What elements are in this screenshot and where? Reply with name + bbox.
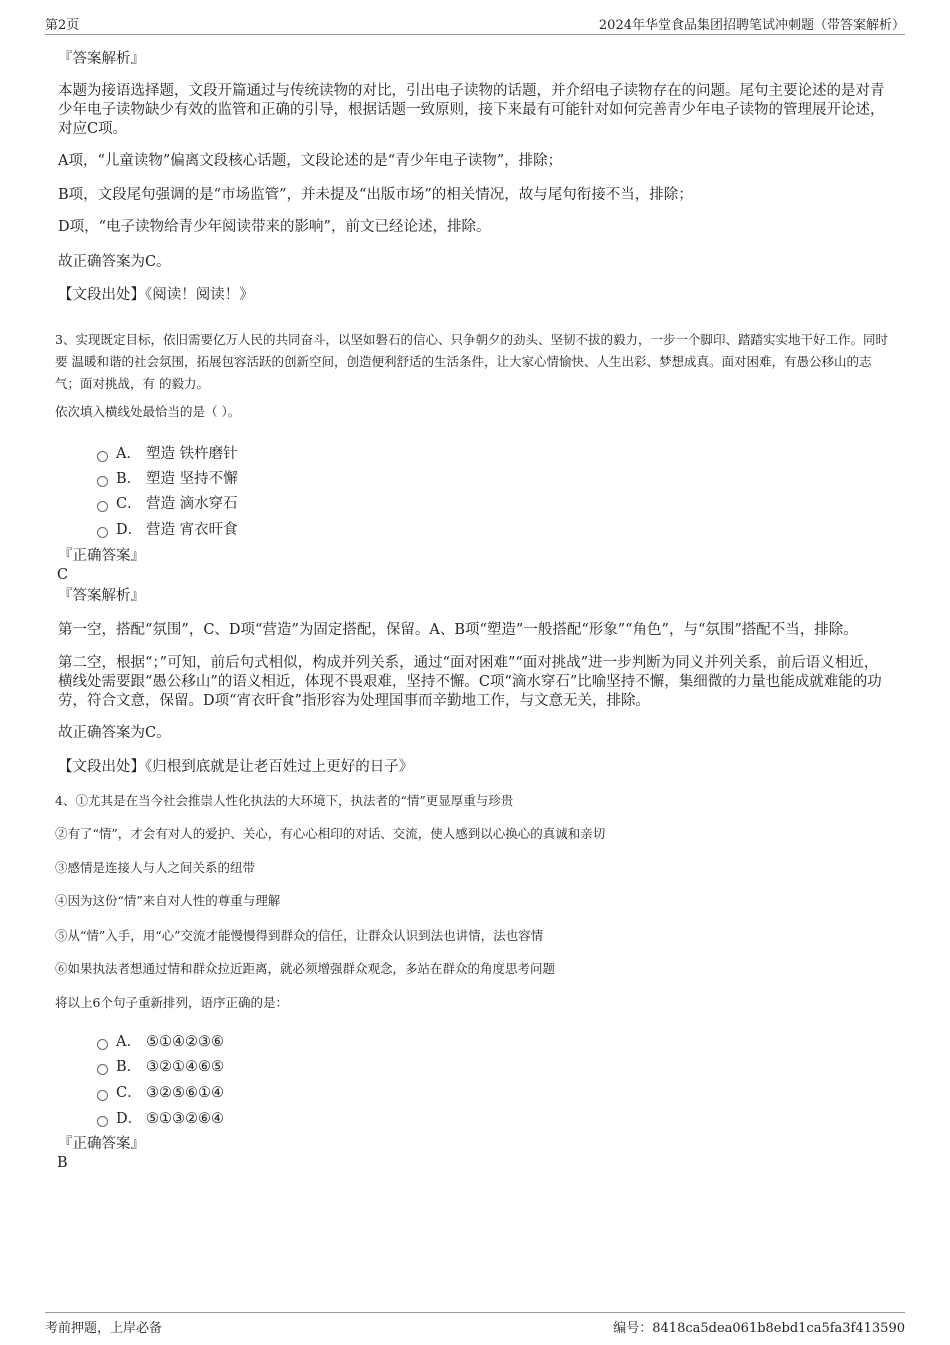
q4-option-c[interactable]: C． ③②⑤⑥①④	[97, 1081, 224, 1101]
q3-option-a[interactable]: A． 塑造 铁杵磨针	[97, 442, 238, 462]
q4-option-b[interactable]: B． ③②①④⑥⑤	[97, 1055, 224, 1075]
q3-analysis-heading: 『答案解析』	[58, 588, 145, 604]
q3-conclusion: 故正确答案为C。	[58, 725, 171, 741]
q4-sentence-2: ②有了“情”，才会有对人的爱护、关心，有心心相印的对话、交流，使人感到以心换心的真诚和亲切	[55, 826, 606, 841]
q4-sentence-3: ③感情是连接人与人之间关系的纽带	[55, 860, 256, 875]
q4-answer: B	[57, 1155, 68, 1171]
q4-option-d[interactable]: D． ⑤①③②⑥④	[97, 1107, 224, 1127]
q2-analysis-paragraph: 本题为接语选择题，文段开篇通过与传统读物的对比，引出电子读物的话题，并介绍电子读物存在的问题。尾句主要论述的是对青少年电子读物缺少有效的监管和正确的引导，根据话题一致原则，接下来最有可能针对如何完善青少年电子读物的管理展开论述，对应C项。	[58, 83, 885, 137]
q4-sentence-4: ④因为这份“情”来自对人性的尊重与理解	[55, 893, 281, 908]
q3-analysis-paragraph-1: 第一空，搭配“氛围”，C、D项“营造”为固定搭配，保留。A、B项“塑造”一般搭配“形象”“角色”，与“氛围”搭配不当，排除。	[58, 622, 858, 638]
radio-icon[interactable]	[97, 451, 108, 462]
q3-prompt: 依次填入横线处最恰当的是（ ）。	[55, 404, 241, 419]
q3-answer: C	[57, 567, 69, 583]
page-number: 第2页	[45, 18, 80, 33]
footer-code: 编号：8418ca5dea061b8ebd1ca5fa3f413590	[613, 1321, 905, 1336]
q4-prompt: 将以上6个句子重新排列，语序正确的是：	[55, 995, 288, 1010]
q3-stem: 3、实现既定目标，依旧需要亿万人民的共同奋斗，以坚如磐石的信心、只争朝夕的劲头、坚韧不拔的毅力，一步一个脚印、踏踏实实地干好工作。同时要 温暖和谐的社会氛围，拓展包容活跃的创新空间，创造便利舒适的生活条件，让大家心情愉快、人生出彩、梦想成真。面对困难，有愚公移山的志气；面对挑战，有 的毅力。	[55, 332, 888, 391]
radio-icon[interactable]	[97, 1116, 108, 1127]
radio-icon[interactable]	[97, 1090, 108, 1101]
q3-option-b[interactable]: B． 塑造 坚持不懈	[97, 467, 238, 487]
page-footer	[45, 1312, 905, 1337]
q3-source: 【文段出处】《归根到底就是让老百姓过上更好的日子》	[58, 759, 414, 775]
q2-analysis-option-d: D项，“电子读物给青少年阅读带来的影响”，前文已经论述，排除。	[58, 219, 491, 235]
document-title: 2024年华堂食品集团招聘笔试冲刺题（带答案解析）	[598, 18, 905, 33]
radio-icon[interactable]	[97, 501, 108, 512]
q3-option-c[interactable]: C． 营造 滴水穿石	[97, 492, 238, 512]
radio-icon[interactable]	[97, 1064, 108, 1075]
q2-conclusion: 故正确答案为C。	[58, 254, 171, 270]
footer-slogan: 考前押题，上岸必备	[45, 1321, 163, 1336]
radio-icon[interactable]	[97, 1039, 108, 1050]
q3-option-d[interactable]: D． 营造 宵衣旰食	[97, 518, 238, 538]
q4-option-a[interactable]: A． ⑤①④②③⑥	[97, 1030, 224, 1050]
q2-source: 【文段出处】《阅读！阅读！》	[58, 287, 254, 303]
q3-analysis-paragraph-2: 第二空，根据“；”可知，前后句式相似，构成并列关系，通过“面对困难”“面对挑战”进一步判断为同义并列关系，前后语义相近，横线处需要跟“愚公移山”的语义相近，体现不畏艰难，坚持不懈。C项“滴水穿石”比喻坚持不懈，集细微的力量也能成就难能的功劳，符合文意，保留。D项“宵衣旰食”指形容为处理国事而辛勤地工作，与文意无关，排除。	[58, 655, 882, 709]
q3-answer-heading: 『正确答案』	[58, 548, 145, 564]
page-header	[45, 12, 905, 35]
q2-analysis-option-a: A项，“儿童读物”偏离文段核心话题，文段论述的是“青少年电子读物”，排除；	[58, 153, 563, 169]
radio-icon[interactable]	[97, 527, 108, 538]
q4-sentence-5: ⑤从“情”入手，用“心”交流才能慢慢得到群众的信任，让群众认识到法也讲情，法也容情	[55, 928, 544, 943]
q4-answer-heading: 『正确答案』	[58, 1136, 145, 1152]
q2-analysis-option-b: B项，文段尾句强调的是“市场监管”，并未提及“出版市场”的相关情况，故与尾句衔接不当，排除；	[58, 187, 693, 203]
q4-sentence-1: 4、①尤其是在当今社会推崇人性化执法的大环境下，执法者的“情”更显厚重与珍贵	[55, 793, 514, 808]
q2-analysis-heading: 『答案解析』	[58, 51, 145, 67]
q4-sentence-6: ⑥如果执法者想通过情和群众拉近距离，就必须增强群众观念，多站在群众的角度思考问题	[55, 961, 556, 976]
radio-icon[interactable]	[97, 476, 108, 487]
